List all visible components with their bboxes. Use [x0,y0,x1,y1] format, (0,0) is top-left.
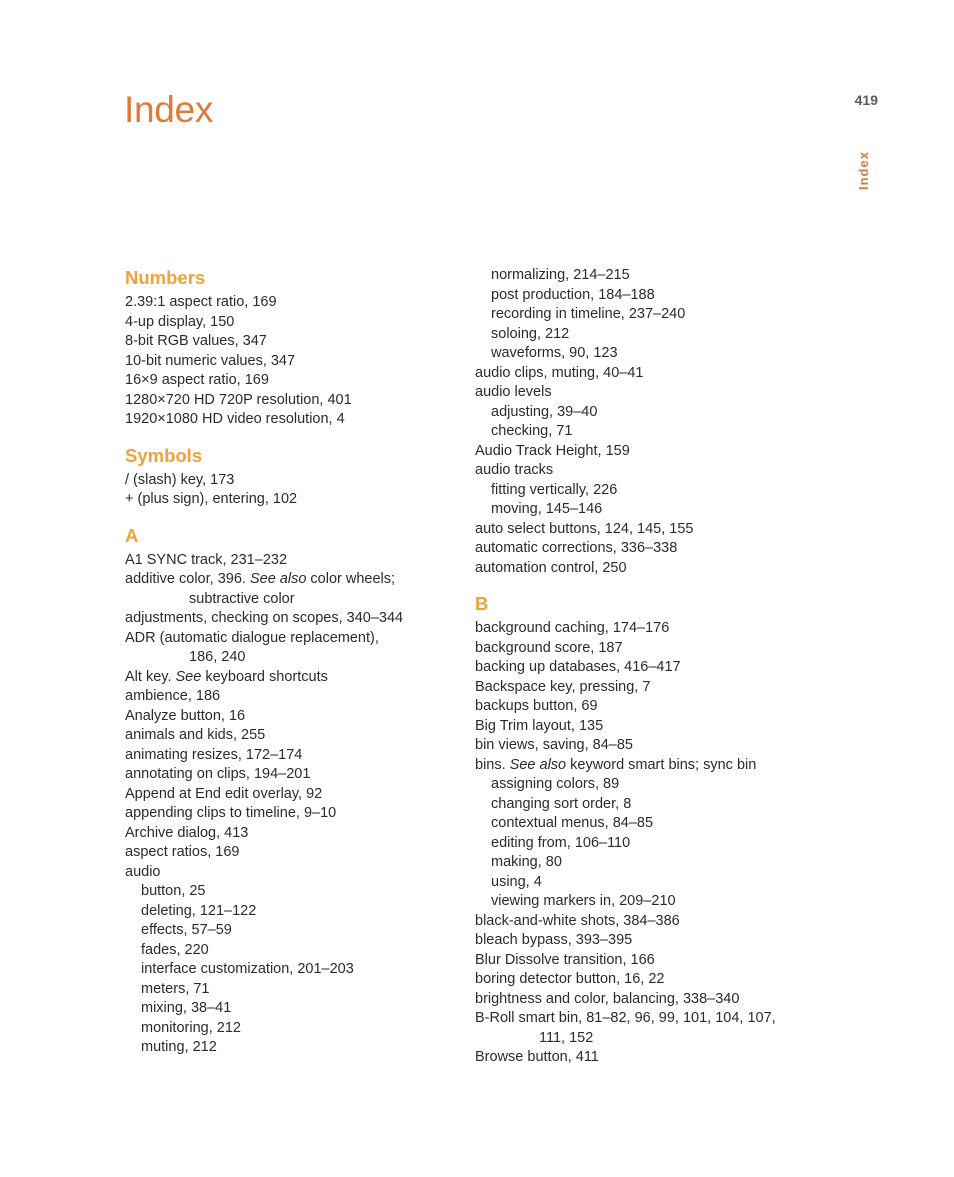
index-entry: 2.39:1 aspect ratio, 169 [125,294,277,310]
entry-text: additive color, 396. [125,571,250,587]
index-entry: Analyze button, 16 [125,707,246,724]
index-subentry: interface customization, 201–203 [141,961,354,977]
index-entry: 8-bit RGB values, 347 [125,333,267,349]
index-subentry: adjusting, 39–40 [491,403,598,420]
index-entry: 4-up display, 150 [125,313,235,330]
index-entry: audio levels [475,384,552,400]
index-subentry: using, 4 [491,873,542,890]
index-entry: + (plus sign), entering, 102 [125,491,298,507]
index-entry-b-roll [475,1009,815,1048]
index-subentry: deleting, 121–122 [141,902,257,919]
index-entry: black-and-white shots, 384–386 [475,912,680,929]
index-entry: background score, 187 [475,639,623,656]
see-also-ref: See also [509,756,567,773]
index-entry: Blur Dissolve transition, 166 [475,951,655,968]
entry-continuation: 111, 152 [539,1029,594,1046]
section-heading-b: B [475,593,489,614]
index-entry: / (slash) key, 173 [125,471,235,488]
entry-continuation: subtractive color [189,590,295,607]
index-subentry: moving, 145–146 [491,501,603,517]
index-column-right [475,266,815,1068]
index-entry: ambience, 186 [125,688,221,704]
index-subentry: button, 25 [141,883,206,899]
index-entry: automatic corrections, 336–338 [475,540,678,556]
index-entry: bin views, saving, 84–85 [475,737,633,753]
index-entry: 16×9 aspect ratio, 169 [125,372,269,388]
index-entry: 1920×1080 HD video resolution, 4 [125,411,345,427]
index-entry: boring detector button, 16, 22 [475,971,665,987]
page-title: Index [124,89,214,130]
index-entry: Append at End edit overlay, 92 [125,785,323,802]
index-entry-alt-key [125,668,455,688]
index-subentry: assigning colors, 89 [491,776,620,792]
index-entry-audio: audio [125,863,161,880]
index-subentry: soloing, 212 [491,325,570,342]
page-number: 419 [854,92,878,108]
entry-text: bins. [475,756,510,773]
entry-continuation: 186, 240 [189,649,246,665]
index-subentry: checking, 71 [491,423,573,439]
entry-text: ADR (automatic dialogue replacement), [125,629,379,646]
index-entry: animating resizes, 172–174 [125,746,303,763]
index-subentry: post production, 184–188 [491,286,655,303]
index-entry: backups button, 69 [475,698,598,714]
index-subentry: recording in timeline, 237–240 [491,306,686,322]
index-subentry: normalizing, 214–215 [491,267,630,283]
section-heading-symbols: Symbols [125,444,203,466]
section-heading-numbers: Numbers [125,267,206,288]
index-entry: adjustments, checking on scopes, 340–344 [125,610,404,626]
entry-text: keyboard shortcuts [201,668,328,685]
entry-text: B-Roll smart bin, 81–82, 96, 99, 101, 104, 107, [475,1010,776,1026]
index-subentry: contextual menus, 84–85 [491,815,654,831]
index-entry: background caching, 174–176 [475,620,670,636]
index-entry: annotating on clips, 194–201 [125,766,311,782]
index-entry: 10-bit numeric values, 347 [125,352,296,369]
index-entry: animals and kids, 255 [125,727,266,743]
index-entry: Big Trim layout, 135 [475,717,604,734]
index-entry: aspect ratios, 169 [125,844,240,860]
index-subentry: effects, 57–59 [141,922,232,938]
index-entry: audio clips, muting, 40–41 [475,364,644,381]
index-subentry: viewing markers in, 209–210 [491,893,676,909]
index-subentry: editing from, 106–110 [491,834,631,851]
index-entry: Browse button, 411 [475,1049,599,1065]
index-subentry: meters, 71 [141,980,210,997]
index-entry: audio tracks [475,462,554,478]
index-entry: appending clips to timeline, 9–10 [125,805,337,821]
index-subentry: fitting vertically, 226 [491,481,618,498]
section-heading-a: A [125,524,139,546]
see-ref: See [175,668,202,685]
see-also-ref: See also [249,571,307,587]
entry-text: keyword smart bins; sync bin [566,756,757,773]
index-entry-additive-color [125,570,455,609]
index-column-left [125,266,455,1058]
index-subentry: muting, 212 [141,1039,217,1055]
index-entry: Audio Track Height, 159 [475,442,630,459]
index-entry: brightness and color, balancing, 338–340 [475,990,740,1007]
index-subentry: making, 80 [491,854,562,870]
index-entry: Backspace key, pressing, 7 [475,678,651,695]
index-entry: backing up databases, 416–417 [475,659,681,675]
index-subentry: fades, 220 [141,941,209,958]
entry-text: color wheels; [306,571,396,587]
index-subentry: changing sort order, 8 [491,795,632,812]
index-entry: automation control, 250 [475,559,627,576]
index-entry: bleach bypass, 393–395 [475,932,633,948]
index-entry: auto select buttons, 124, 145, 155 [475,520,694,537]
entry-text: Alt key. [125,668,176,685]
index-entry-adr [125,629,455,668]
index-entry: Archive dialog, 413 [125,824,249,841]
index-entry: 1280×720 HD 720P resolution, 401 [125,391,352,408]
index-subentry: mixing, 38–41 [141,1000,232,1016]
index-subentry: waveforms, 90, 123 [491,345,618,361]
index-subentry: monitoring, 212 [141,1019,241,1036]
index-entry-bins [475,756,815,776]
side-tab-label: Index [856,151,871,190]
index-entry: A1 SYNC track, 231–232 [125,551,288,568]
